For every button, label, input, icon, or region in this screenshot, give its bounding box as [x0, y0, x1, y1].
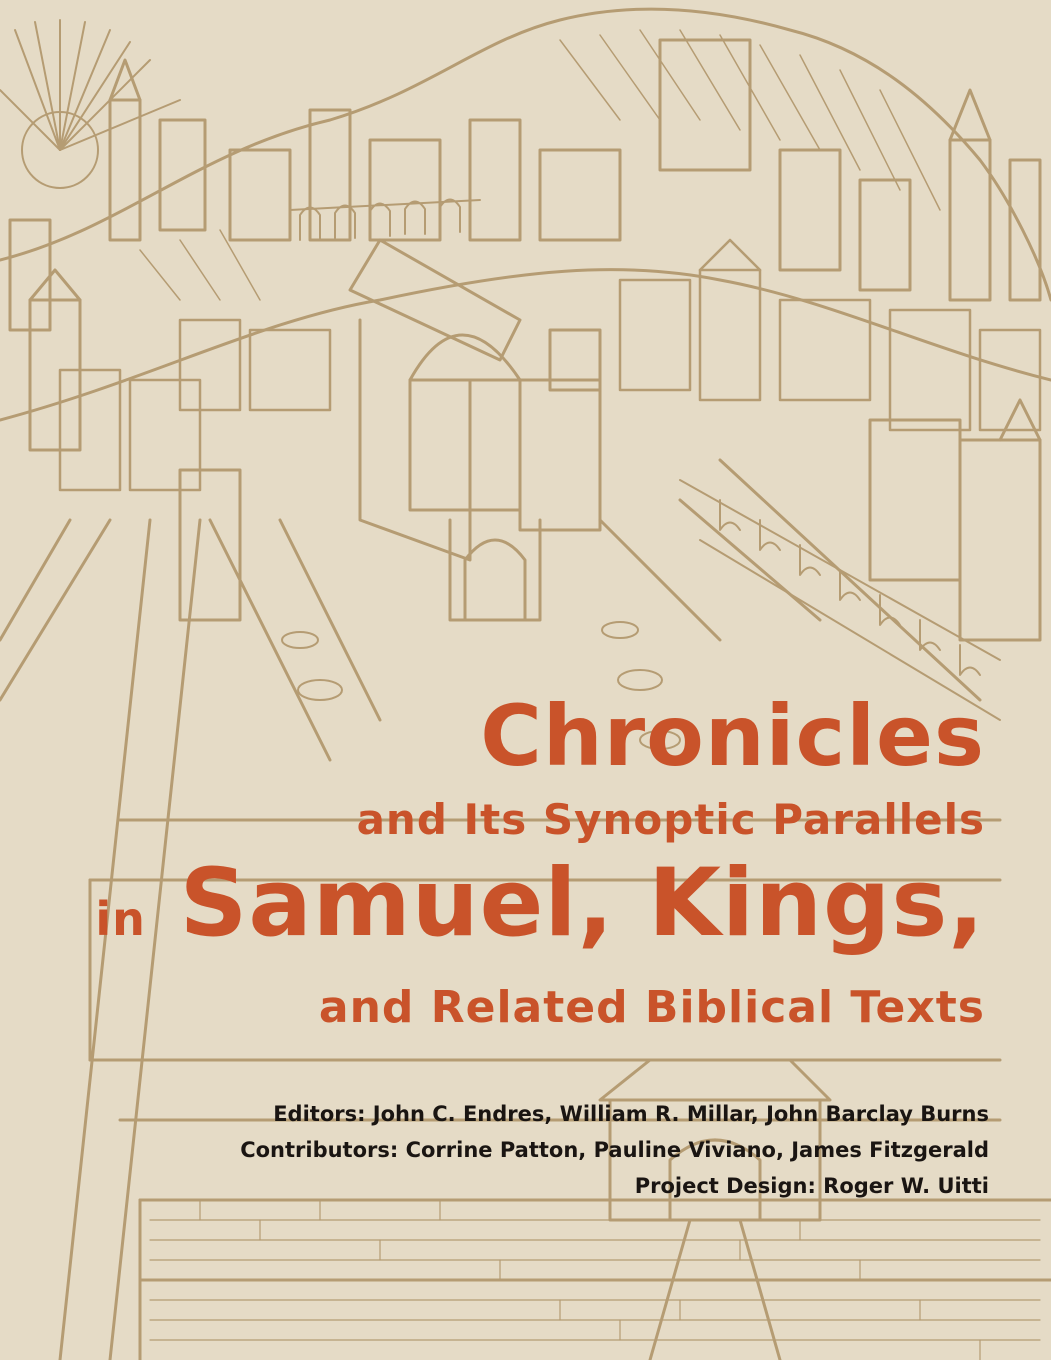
title-line-3: [25, 850, 985, 973]
credits-block: [29, 1096, 989, 1204]
design-line: Project Design: Roger W. Uitti: [634, 1174, 989, 1198]
title-line-4: and Related Biblical Texts: [318, 982, 985, 1033]
book-title: [25, 682, 985, 1043]
contributors-line: Contributors: Corrine Patton, Pauline Viviano, James Fitzgerald: [240, 1138, 989, 1162]
sun: [0, 20, 180, 188]
title-line-2: and Its Synoptic Parallels: [356, 795, 985, 844]
editors-line: Editors: John C. Endres, William R. Millar, John Barclay Burns: [273, 1102, 989, 1126]
title-line-3-prefix: in: [95, 892, 146, 946]
title-line-3-main: Samuel, Kings,: [179, 849, 985, 958]
title-line-1: Chronicles: [480, 687, 985, 785]
